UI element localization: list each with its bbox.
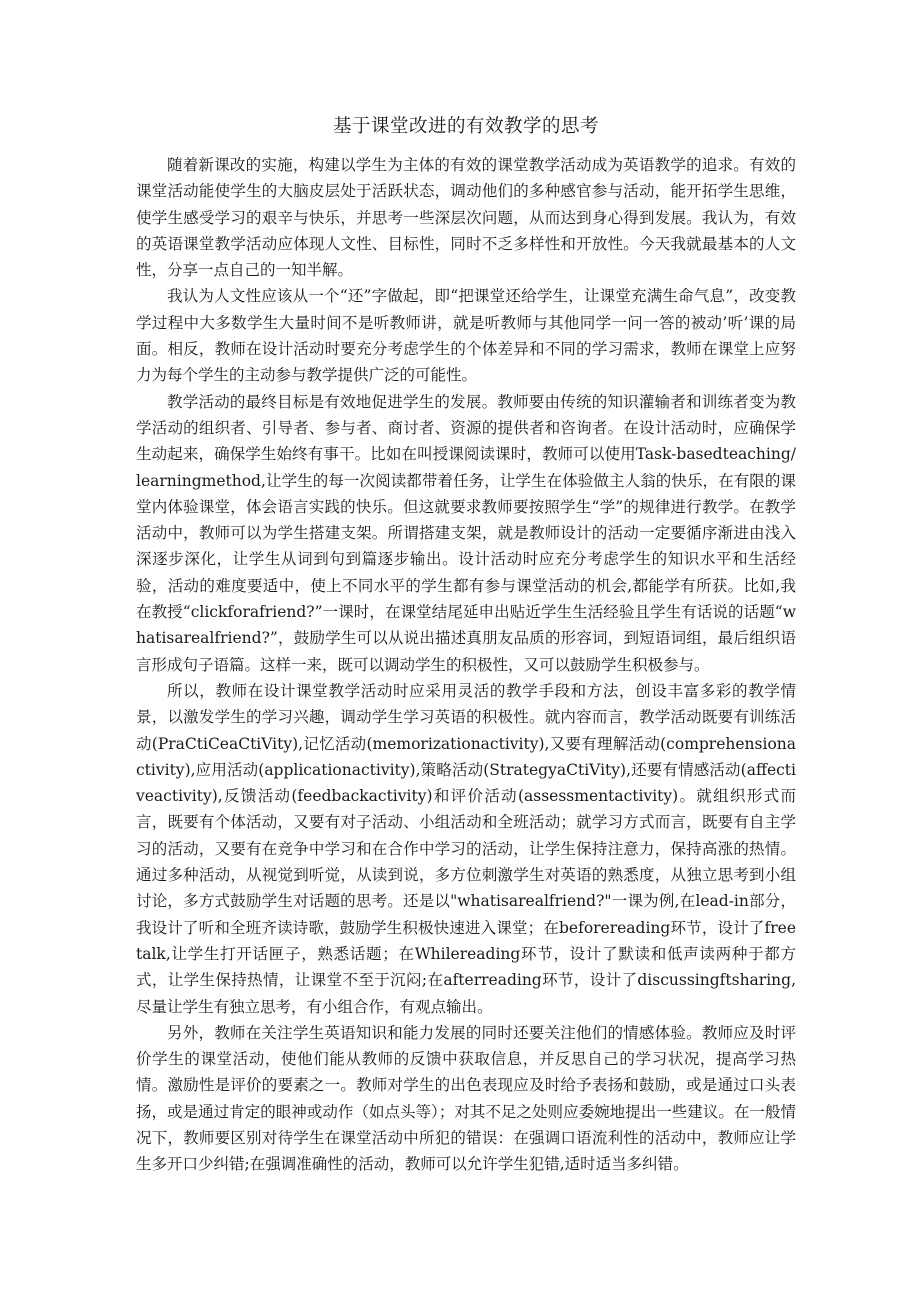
document-body [136, 112, 796, 1178]
paragraph-teaching-goal: 教学活动的最终目标是有效地促进学生的发展。教师要由传统的知识灌输者和训练者变为教学活动的组织者、引导者、参与者、商讨者、资源的提供者和咨询者。在设计活动时，应确保学生动起来，确保学生始终有事干。比如在叫授课阅读课时，教师可以使用Task-basedteaching/learningmethod,让学生的每一次阅读都带着任务，让学生在体验做主人翁的快乐，在有限的课堂内体验课堂，体会语言实践的快乐。但这就要求教师要按照学生“学”的规律进行教学。在教学活动中，教师可以为学生搭建支架。所谓搭建支架，就是教师设计的活动一定要循序渐进由浅入深逐步深化，让学生从词到句到篇逐步输出。设计活动时应充分考虑学生的知识水平和生活经验，活动的难度要适中，使上不同水平的学生都有参与课堂活动的机会,都能学有所获。比如,我在教授“clickforafriend?”一课时，在课堂结尾延申出贴近学生生活经验且学生有话说的话题“whatisarealfriend?”，鼓励学生可以从说出描述真朋友品质的形容词，到短语词组，最后组织语言形成句子语篇。这样一来，既可以调动学生的积极性，又可以鼓励学生积极参与。 [136, 392, 796, 674]
document-title: 基于课堂改进的有效教学的思考 [332, 116, 599, 137]
paragraph-humanistic: 我认为人文性应该从一个“还”字做起，即“把课堂还给学生，让课堂充满生命气息”，改变教学过程中大多数学生大量时间不是听教师讲，就是听教师与其他同学一问一答的被动’听’课的局面。相反，教师在设计活动时要充分考虑学生的个体差异和不同的学习需求，教师在课堂上应努力为每个学生的主动参与教学提供广泛的可能性。 [136, 287, 796, 385]
paragraph-activity-design: 所以，教师在设计课堂教学活动时应采用灵活的教学手段和方法，创设丰富多彩的教学情景，以激发学生的学习兴趣，调动学生学习英语的积极性。就内容而言，教学活动既要有训练活动(PraCtiCeaCtiVity),记忆活动(memorizationactivity),又要有理解活动(comprehensionactivity),应用活动(applicationactivity),策略活动(StrategyaCtiVity),还要有情感活动(affectiveactivity),反馈活动(feedbackactivity)和评价活动(assessmentactivity)。就组织形式而言，既要有个体活动，又要有对子活动、小组活动和全班活动；就学习方式而言，既要有自主学习的活动，又要有在竞争中学习和在合作中学习的活动，让学生保持注意力，保持高涨的热情。通过多种活动，从视觉到听觉，从读到说，多方位刺激学生对英语的熟悉度，从独立思考到小组讨论，多方式鼓励学生对话题的思考。还是以"whatisarealfriend?"一课为例,在lead-in部分，我设计了听和全班齐读诗歌，鼓励学生积极快速进入课堂；在beforereading环节，设计了freetalk,让学生打开话匣子，熟悉话题；在Whilereading环节，设计了默读和低声读两种于都方式，让学生保持热情，让课堂不至于沉闷;在afterreading环节，设计了discussingftsharing,尽量让学生有独立思考，有小组合作，有观点输出。 [136, 681, 796, 1016]
paragraph-evaluation: 另外，教师在关注学生英语知识和能力发展的同时还要关注他们的情感体验。教师应及时评价学生的课堂活动，使他们能从教师的反馈中获取信息，并反思自己的学习状况，提高学习热情。激励性是评价的要素之一。教师对学生的出色表现应及时给予表扬和鼓励，或是通过口头表扬，或是通过肯定的眼神或动作（如点头等）；对其不足之处则应委婉地提出一些建议。在一般情况下，教师要区别对待学生在课堂活动中所犯的错误：在强调口语流利性的活动中，教师应让学生多开口少纠错;在强调准确性的活动，教师可以允许学生犯错,适时适当多纠错。 [136, 1023, 796, 1174]
paragraph-intro: 随着新课改的实施，构建以学生为主体的有效的课堂教学活动成为英语教学的追求。有效的课堂活动能使学生的大脑皮层处于活跃状态，调动他们的多种感官参与活动，能开拓学生思维，使学生感受学习的艰辛与快乐，并思考一些深层次问题，从而达到身心得到发展。我认为，有效的英语课堂教学活动应体现人文性、目标性，同时不乏多样性和开放性。今天我就最基本的人文性，分享一点自己的一知半解。 [136, 156, 796, 280]
